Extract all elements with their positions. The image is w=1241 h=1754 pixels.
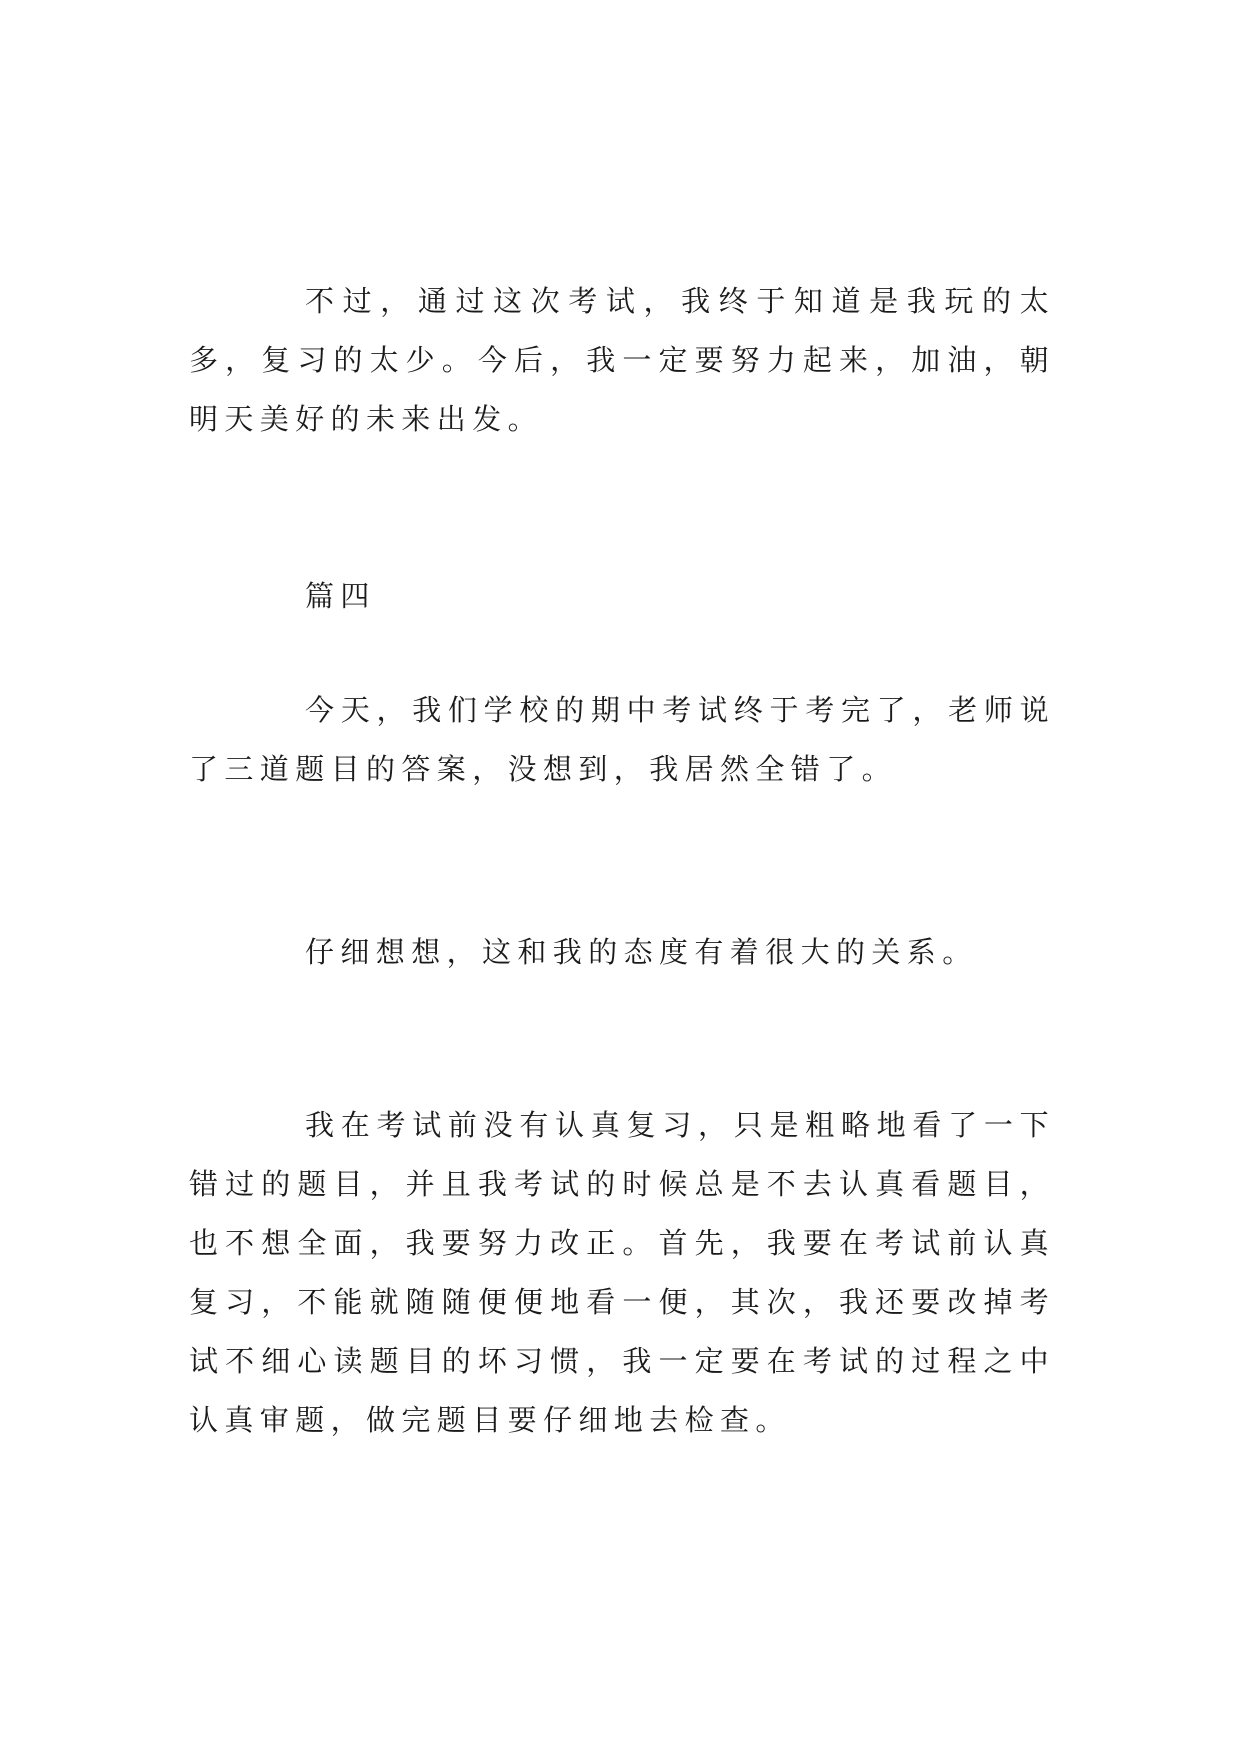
paragraph-3: 仔细想想，这和我的态度有着很大的关系。 <box>305 935 978 969</box>
paragraph-2: 今天，我们学校的期中考试终于考完了，老师说了三道题目的答案，没想到，我居然全错了。 <box>189 693 1055 786</box>
paragraph-4: 我在考试前没有认真复习，只是粗略地看了一下错过的题目，并且我考试的时候总是不去认真看题目，也不想全面，我要努力改正。首先，我要在考试前认真复习，不能就随随便便地看一便，其次，我还要改掉考试不细心读题目的坏习惯，我一定要在考试的过程之中认真审题，做完题目要仔细地去检查。 <box>189 1108 1055 1437</box>
section-heading: 篇四 <box>305 579 376 613</box>
paragraph-1: 不过，通过这次考试，我终于知道是我玩的太多，复习的太少。今后，我一定要努力起来，加油，朝明天美好的未来出发。 <box>189 284 1055 436</box>
